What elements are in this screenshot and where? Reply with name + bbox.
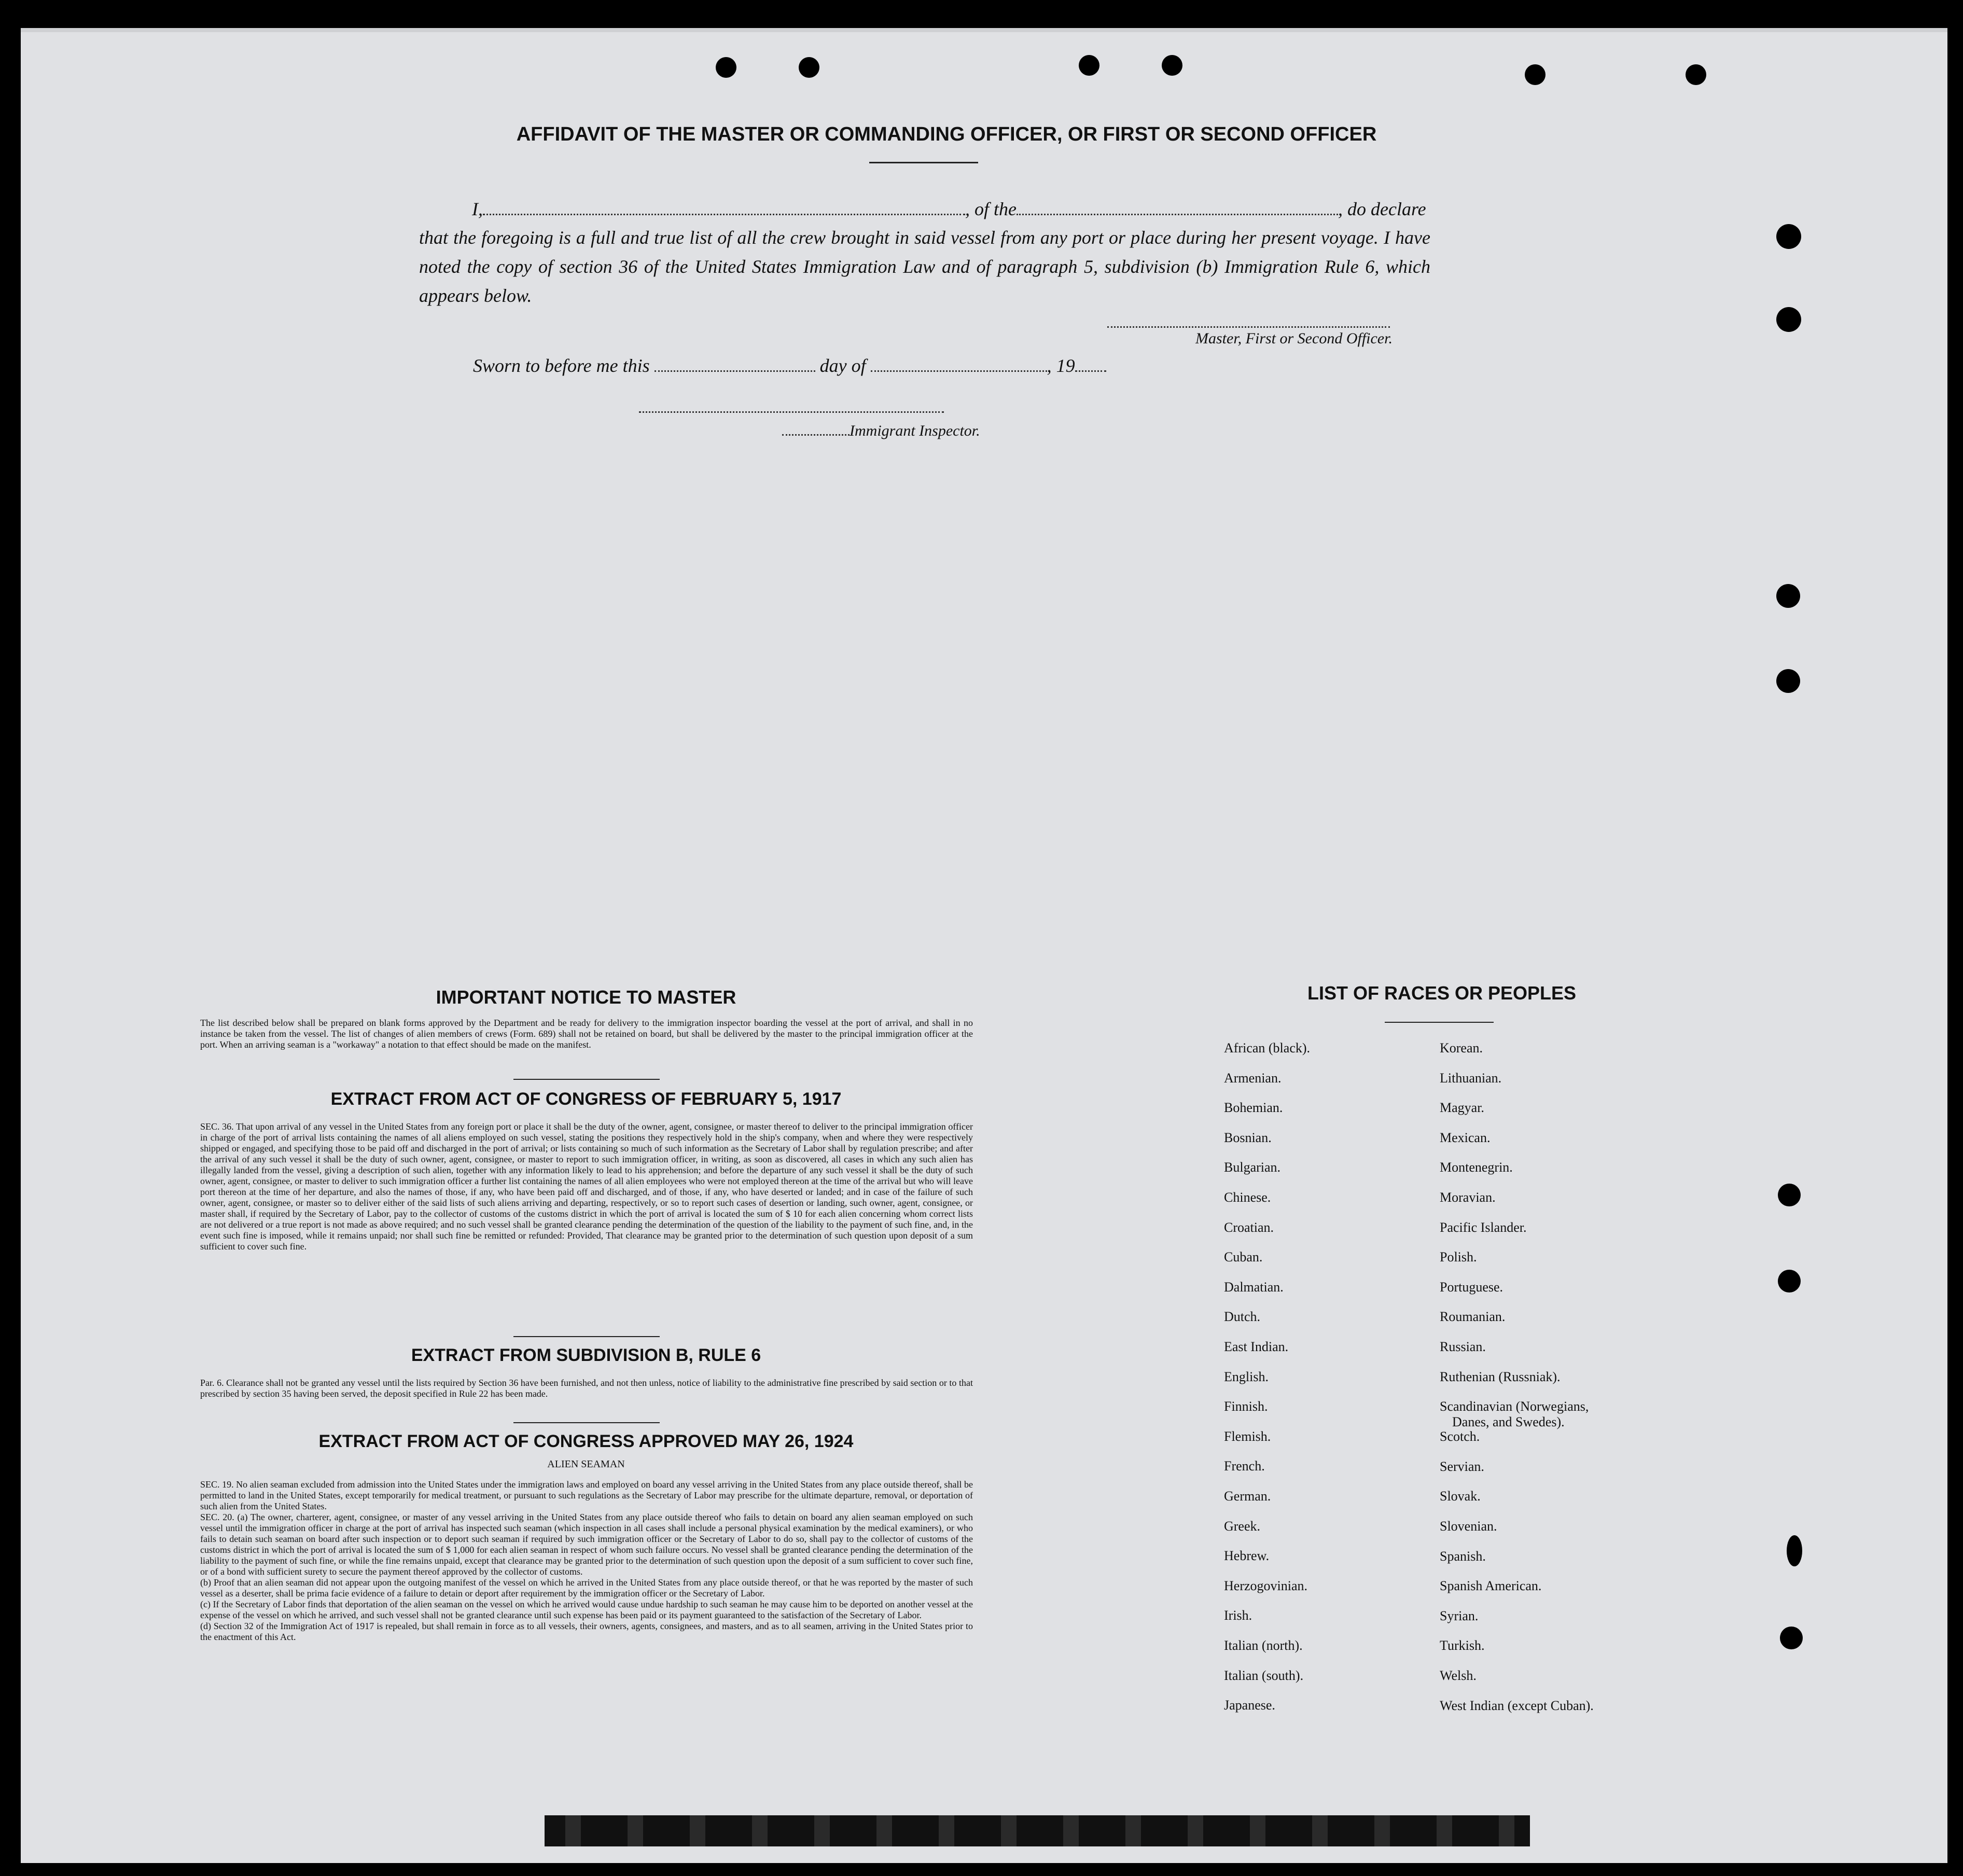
vessel-blank: [1017, 213, 1338, 215]
race-item: Bosnian.: [1224, 1130, 1272, 1145]
race-item: East Indian.: [1224, 1339, 1289, 1354]
race-item: Lithuanian.: [1440, 1070, 1502, 1086]
race-item: Flemish.: [1224, 1428, 1271, 1444]
race-item: Russian.: [1440, 1339, 1486, 1354]
sworn-day-of: day of: [819, 355, 866, 376]
inspector-blank: [782, 434, 850, 436]
punch-hole: [1162, 55, 1182, 76]
race-item: African (black).: [1224, 1040, 1311, 1055]
race-item: Magyar.: [1440, 1100, 1484, 1116]
punch-hole: [1776, 669, 1800, 693]
affidavit-paragraph: that the foregoing is a full and true list of all the crew brought in said vessel from any port or place during her present voyage. I have noted the copy of section 36 of the United States Immigration Law and of paragraph 5, subdivision (b) Immigration Rule 6, which appears below.: [419, 227, 1430, 306]
race-item: Pacific Islander.: [1440, 1219, 1527, 1235]
race-item: West Indian (except Cuban).: [1440, 1698, 1594, 1713]
race-item: Spanish.: [1440, 1548, 1486, 1564]
sworn-day-blank: [655, 370, 815, 372]
sec20b-text: (b) Proof that an alien seaman did not appear upon the outgoing manifest of the vessel on which he arrived in the United States from any place outside thereof, or that he was reported by the master of such vessel as a deserter, shall be prima facie evidence of a failure to detain or deport after requirement by the immigration officer or the Secretary of Labor.: [200, 1577, 973, 1599]
race-item: Greek.: [1224, 1518, 1261, 1534]
race-item: Danes, and Swedes).: [1452, 1414, 1565, 1430]
race-item: Syrian.: [1440, 1608, 1479, 1623]
punch-hole: [1778, 1184, 1801, 1206]
divider: [513, 1422, 660, 1423]
sworn-year: , 19: [1047, 355, 1075, 376]
extract-rule6-text: Par. 6. Clearance shall not be granted any vessel until the lists required by Section 36 have been furnished, and not then unless, notice of liability to the administrative fine prescribed by said section or to that prescribed by section 35 having been served, the deposit specified in Rule 22 has been made.: [200, 1378, 973, 1399]
race-item: Hebrew.: [1224, 1548, 1270, 1564]
race-item: Polish.: [1440, 1249, 1477, 1265]
race-item: Scandinavian (Norwegians,: [1440, 1399, 1589, 1414]
sworn-line: [473, 355, 1199, 377]
affidavit-declare: , do declare: [1338, 199, 1426, 219]
race-item: Turkish.: [1440, 1638, 1485, 1653]
inspector-line: [782, 422, 1010, 440]
punch-hole: [1778, 1270, 1801, 1293]
race-item: Japanese.: [1224, 1698, 1275, 1713]
race-item: German.: [1224, 1489, 1271, 1504]
punch-hole: [1525, 64, 1546, 85]
race-item: Finnish.: [1224, 1399, 1268, 1414]
race-item: Armenian.: [1224, 1070, 1282, 1086]
sec20a-text: SEC. 20. (a) The owner, charterer, agent, consignee, or master of any vessel arriving in the United States from any place outside thereof who fails to detain on board any alien seaman employed on such vessel until the immigration officer in charge at the port of arrival has inspected such seaman (which inspection in all cases shall include a personal physical examination by the medical examiners), or who fails to detain such seaman on board after such inspection or to deport such seaman if required by such immigration officer or the Secretary of Labor to do so, shall pay to the collector of customs of the customs district in which the port of arrival is located the sum of $ 1,000 for each alien seaman in respect of whom such failure occurs. No vessel shall be granted clearance pending the determination of the liability to the payment of such fine, or while the fine remains unpaid, except that clearance may be granted prior to the determination of such question upon the deposit of a sum sufficient to cover such fine, or of a bond with sufficient surety to secure the payment thereof approved by the collector of customs.: [200, 1512, 973, 1577]
race-item: Roumanian.: [1440, 1309, 1506, 1325]
race-item: Dutch.: [1224, 1309, 1261, 1325]
punch-hole: [1776, 584, 1800, 608]
punch-hole: [799, 57, 819, 78]
divider: [513, 1079, 660, 1080]
punch-hole: [1079, 55, 1099, 76]
punch-hole: [1780, 1627, 1803, 1649]
race-item: Slovenian.: [1440, 1519, 1497, 1534]
sworn-month-blank: [871, 370, 1047, 372]
affidavit-first-line: [472, 198, 1431, 220]
extract-1924-subtitle: ALIEN SEAMAN: [547, 1458, 625, 1470]
race-item: Ruthenian (Russniak).: [1440, 1369, 1561, 1384]
extract-1924-title: EXTRACT FROM ACT OF CONGRESS APPROVED MAY 26, 1924: [318, 1432, 854, 1451]
signature-label: Master, First or Second Officer.: [1195, 330, 1393, 347]
race-item: Cuban.: [1224, 1249, 1263, 1265]
sec20d-text: (d) Section 32 of the Immigration Act of 1917 is repealed, but shall remain in force as to all vessels, their owners, agents, consignees, and masters, and as to all seamen, arriving in the United States prior to the enactment of this Act.: [200, 1621, 973, 1642]
race-item: Spanish American.: [1440, 1578, 1542, 1594]
race-item: Herzogovinian.: [1224, 1578, 1308, 1593]
race-item: Montenegrin.: [1440, 1160, 1513, 1175]
race-item: Chinese.: [1224, 1190, 1271, 1205]
notice-text: The list described below shall be prepared on blank forms approved by the Department and be ready for delivery to the immigration inspector boarding the vessel at the port of arrival, and shall in no instance be taken from the vessel. The list of changes of alien members of crews (Form. 689) shall not be retained on board, but shall be delivered by the master to the principal immigration officer at the port. When an arriving seaman is a "workaway" a notation to that effect should be made on the manifest.: [200, 1018, 973, 1050]
race-item: Italian (south).: [1224, 1667, 1304, 1683]
race-item: Irish.: [1224, 1608, 1252, 1623]
torn-bottom-edge: [545, 1815, 1530, 1846]
race-item: Moravian.: [1440, 1190, 1496, 1205]
punch-hole: [1787, 1535, 1802, 1566]
extract-1917-title: EXTRACT FROM ACT OF CONGRESS OF FEBRUARY 5, 1917: [330, 1089, 842, 1109]
punch-hole: [1776, 224, 1801, 249]
affidavit-of-the: , of the: [965, 199, 1017, 219]
race-item: Croatian.: [1224, 1219, 1274, 1235]
name-blank: [483, 213, 965, 215]
notice-title: IMPORTANT NOTICE TO MASTER: [436, 986, 736, 1008]
inspector-label: Immigrant Inspector.: [850, 422, 980, 439]
race-item: French.: [1224, 1458, 1265, 1474]
race-item: Italian (north).: [1224, 1638, 1303, 1653]
affidavit-title: AFFIDAVIT OF THE MASTER OR COMMANDING OFFICER, OR FIRST OR SECOND OFFICER: [516, 123, 1377, 145]
divider: [869, 162, 978, 163]
race-item: Slovak.: [1440, 1489, 1481, 1504]
race-item: Bohemian.: [1224, 1100, 1283, 1116]
divider: [1385, 1022, 1494, 1023]
punch-hole: [716, 57, 736, 78]
race-item: Mexican.: [1440, 1130, 1491, 1145]
race-item: Bulgarian.: [1224, 1160, 1281, 1175]
extract-1924-body: [200, 1479, 973, 1643]
signature-blank: [1107, 326, 1390, 328]
extract-1917-text: SEC. 36. That upon arrival of any vessel in the United States from any foreign port or place it shall be the duty of the owner, agent, consignee, or master thereof to deliver to the principal immigration officer in charge of the port of arrival lists containing the names of all aliens employed on such vessel, stating the positions they respectively hold in the ship's company, when and where they were respectively shipped or engaged, and specifying those to be paid off and discharged in the port of arrival; or lists containing so much of such information as the Secretary of Labor shall by regulation prescribe; and after the arrival of any such vessel it shall be the duty of such owner, agent, consignee, or master to report to such immigration officer, in writing, as soon as discovered, all cases in which any such alien has illegally landed from the vessel, giving a description of such alien, together with any information likely to lead to his apprehension; and before the departure of any such vessel it shall be the duty of such owner, agent, consignee, or master to deliver to such immigration officer a further list containing the names of all alien employees who were not employed thereon at the time of the arrival but who will leave port thereon at the time of her departure, and also the names of those, if any, who have been paid off and discharged, and of those, if any, who have deserted or landed; and in case of the failure of such owner, agent, consignee, or master so to deliver either of the said lists of such aliens arriving and departing, respectively, or so to report such cases of desertion or landing, such owner, agent, consignee, or master shall, if required by the Secretary of Labor, pay to the collector of customs of the customs district in which the port of arrival is located the sum of $ 10 for each alien concerning whom correct lists are not delivered or a true report is not made as above required; and no such vessel shall be granted clearance pending the determination of the question of the liability to the payment of such fine, and, in the event such fine is imposed, while it remains unpaid; nor shall such fine be remitted or refunded: Provided, That clearance may be granted prior to the determination of such question upon deposit of a sum sufficient to cover such fine.: [200, 1121, 973, 1252]
affidavit-i: I,: [472, 199, 483, 219]
punch-hole: [1686, 64, 1706, 85]
race-item: English.: [1224, 1369, 1269, 1384]
race-item: Scotch.: [1440, 1429, 1480, 1444]
race-item: Welsh.: [1440, 1668, 1477, 1683]
sworn-year-blank: [1075, 370, 1106, 372]
sworn-prefix: Sworn to before me this: [473, 355, 650, 376]
race-item: Dalmatian.: [1224, 1279, 1284, 1295]
punch-hole: [1776, 307, 1801, 332]
sec19-text: SEC. 19. No alien seaman excluded from admission into the United States under the immigration laws and employed on board any vessel arriving in the United States from any place outside thereof, shall be permitted to land in the United States, except temporarily for medical treatment, or pursuant to such regulations as the Secretary of Labor may prescribe for the ultimate departure, removal, or deportation of such alien from the United States.: [200, 1479, 973, 1511]
inspector-signature-blank: [639, 411, 944, 413]
extract-rule6-title: EXTRACT FROM SUBDIVISION B, RULE 6: [411, 1345, 761, 1365]
race-item: Servian.: [1440, 1458, 1484, 1474]
races-title: LIST OF RACES OR PEOPLES: [1307, 982, 1577, 1004]
divider: [513, 1336, 660, 1337]
race-item: Portuguese.: [1440, 1279, 1503, 1295]
sec20c-text: (c) If the Secretary of Labor finds that deportation of the alien seaman on the vessel on which he arrived would cause undue hardship to such seaman he may cause him to be deported on another vessel at the expense of the vessel on which he arrived, and such vessel shall not be granted clearance until such expense has been paid or its payment guaranteed to the satisfaction of the Secretary of Labor.: [200, 1599, 973, 1620]
race-item: Korean.: [1440, 1040, 1483, 1055]
